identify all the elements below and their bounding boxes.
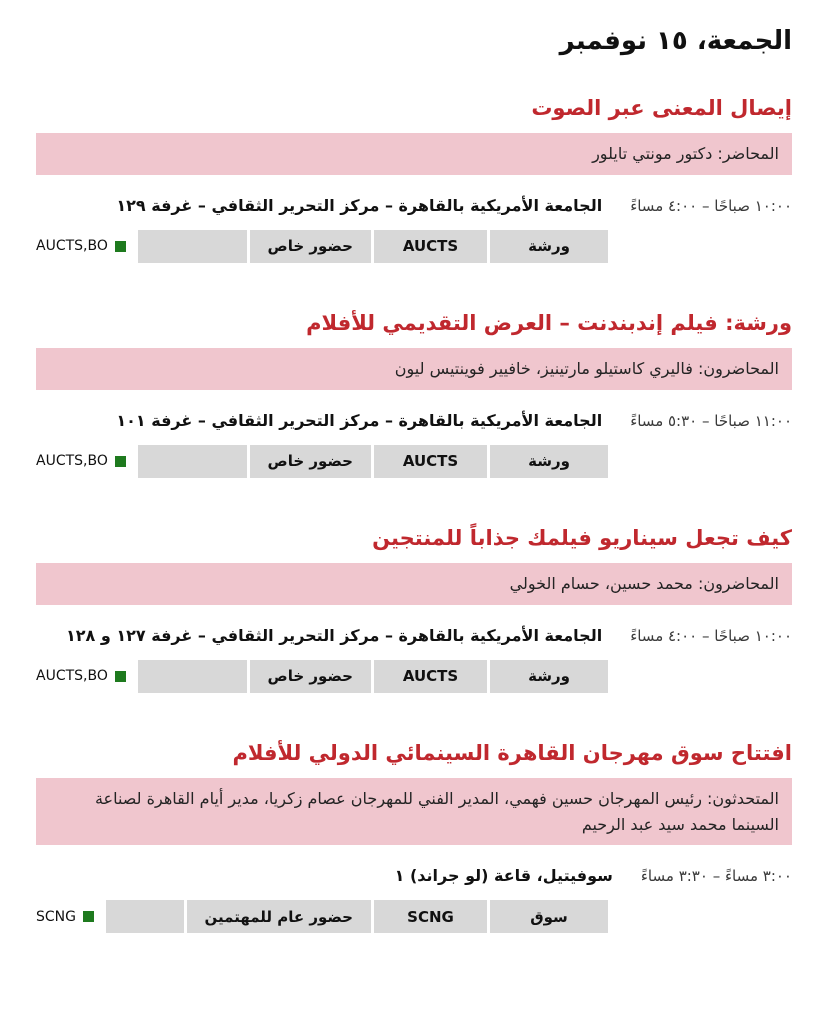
tag-row [36, 660, 792, 693]
time-venue-row [36, 196, 792, 215]
speakers-text: المحاضرون: فاليري كاستيلو مارتينيز، خافيير فوينتيس ليون [394, 359, 779, 379]
speakers-text: المحاضرون: محمد حسين، حسام الخولي [509, 574, 779, 594]
venue-code-label: AUCTS,BO [36, 238, 108, 255]
status-square-icon [83, 911, 94, 922]
venue-code-group [36, 238, 126, 254]
venue-code-group [36, 668, 126, 684]
tag-attendance: حضور عام للمهتمين [187, 900, 371, 933]
tag-filler-bar [138, 660, 247, 693]
status-square-icon [115, 456, 126, 467]
tag-venue-code: AUCTS [374, 230, 487, 263]
event-venue: الجامعة الأمريكية بالقاهرة – مركز التحرير الثقافي – غرفة ١٢٧ و ١٢٨ [65, 625, 603, 645]
event-time: ١٠:٠٠ صباحًا – ٤:٠٠ مساءً [630, 196, 792, 215]
speakers-banner [36, 133, 792, 175]
tag-venue-code: SCNG [374, 900, 487, 933]
event-time: ١٠:٠٠ صباحًا – ٤:٠٠ مساءً [630, 626, 792, 645]
tag-attendance: حضور خاص [250, 660, 371, 693]
event-venue: الجامعة الأمريكية بالقاهرة – مركز التحرير الثقافي – غرفة ١٢٩ [116, 195, 603, 215]
event-venue: سوفيتيل، قاعة (لو جراند) ١ [394, 866, 613, 886]
tag-venue-code: AUCTS [374, 660, 487, 693]
venue-code-label: AUCTS,BO [36, 453, 108, 470]
event-venue: الجامعة الأمريكية بالقاهرة – مركز التحرير الثقافي – غرفة ١٠١ [116, 410, 603, 430]
event-card [36, 739, 792, 934]
event-title: افتتاح سوق مهرجان القاهرة السينمائي الدولي للأفلام [232, 740, 792, 765]
venue-code-group [36, 453, 126, 469]
event-card [36, 524, 792, 693]
tag-venue-code: AUCTS [374, 445, 487, 478]
speakers-text: المحاضر: دكتور مونتي تايلور [592, 144, 779, 164]
tag-event-type: ورشة [490, 660, 608, 693]
speakers-banner [36, 348, 792, 390]
venue-code-label: AUCTS,BO [36, 668, 108, 685]
tag-attendance: حضور خاص [250, 445, 371, 478]
tag-attendance: حضور خاص [250, 230, 371, 263]
event-time: ١١:٠٠ صباحًا – ٥:٣٠ مساءً [630, 411, 792, 430]
tag-filler-bar [138, 445, 247, 478]
tag-filler-bar [138, 230, 247, 263]
venue-code-label: SCNG [36, 908, 76, 925]
event-time: ٣:٠٠ مساءً – ٣:٣٠ مساءً [640, 867, 792, 886]
speakers-text: المتحدثون: رئيس المهرجان حسين فهمي، المدير الفني للمهرجان عصام زكريا، مدير أيام القاهرة لصناعة السينما محمد سيد عبد الرحيم [94, 789, 779, 834]
event-card [36, 94, 792, 263]
event-title: ورشة: فيلم إندبندنت – العرض التقديمي للأفلام [306, 310, 792, 335]
tag-row [36, 230, 792, 263]
time-venue-row [36, 626, 792, 645]
tag-row [36, 900, 792, 933]
date-header: الجمعة، ١٥ نوفمبر [559, 26, 792, 56]
venue-code-group [36, 909, 94, 925]
time-venue-row [36, 411, 792, 430]
event-title: إيصال المعنى عبر الصوت [531, 96, 792, 120]
tag-event-type: ورشة [490, 445, 608, 478]
speakers-banner [36, 778, 792, 845]
event-title: كيف تجعل سيناريو فيلمك جذاباً للمنتجين [372, 525, 792, 550]
time-venue-row [36, 866, 792, 885]
tag-event-type: سوق [490, 900, 608, 933]
status-square-icon [115, 671, 126, 682]
tag-event-type: ورشة [490, 230, 608, 263]
tag-row [36, 445, 792, 478]
speakers-banner [36, 563, 792, 605]
status-square-icon [115, 241, 126, 252]
event-card [36, 309, 792, 478]
tag-filler-bar [106, 900, 184, 933]
